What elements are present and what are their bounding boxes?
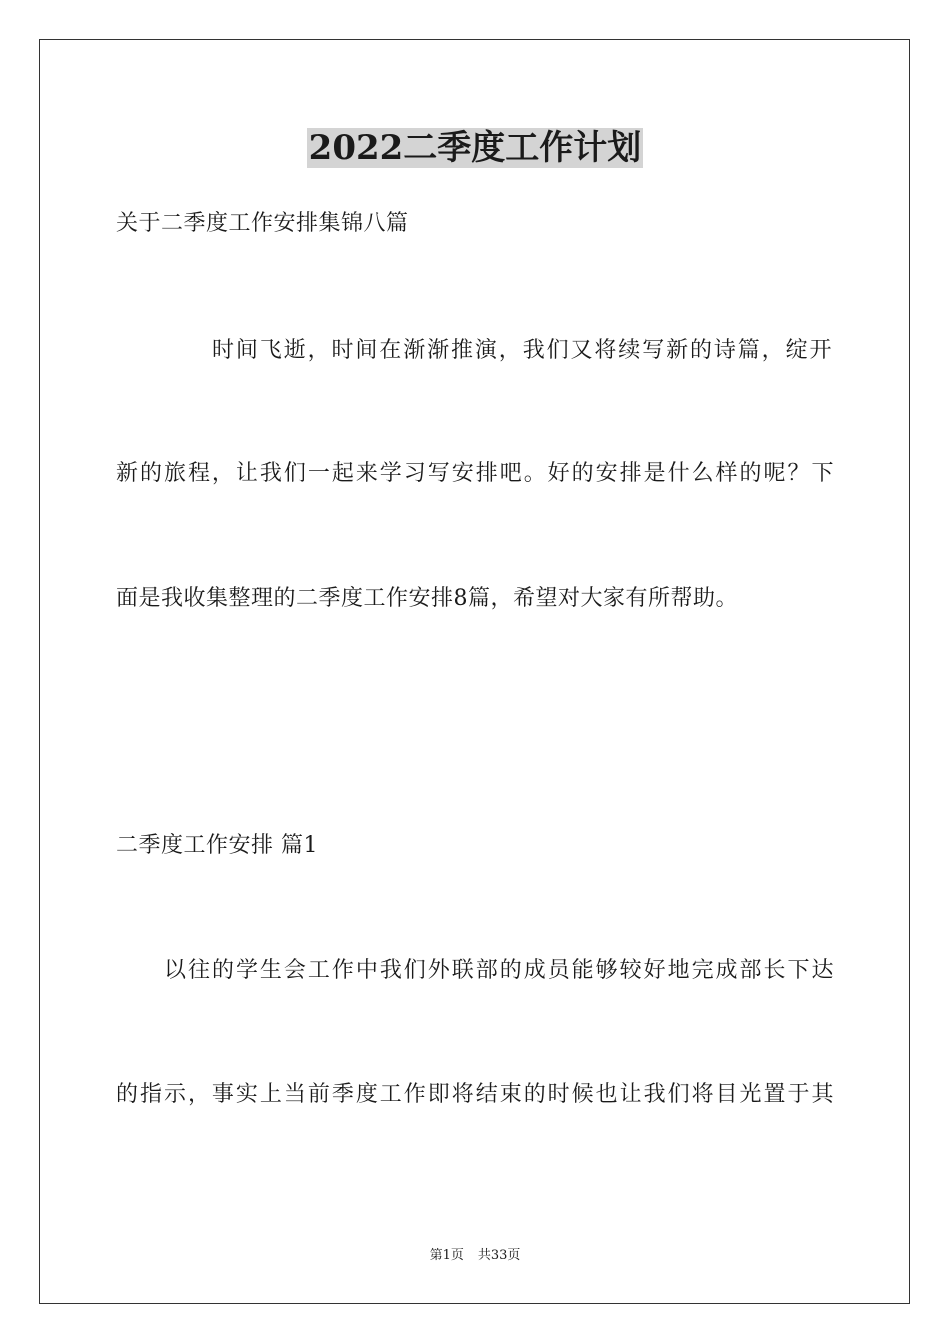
intro-line-3: 面是我收集整理的二季度工作安排8篇，希望对大家有所帮助。 [116, 586, 738, 611]
document-title [0, 126, 950, 170]
section-heading: 二季度工作安排 篇1 [116, 833, 318, 858]
page-footer [0, 1247, 950, 1265]
page-number: 第1页 [429, 1248, 464, 1263]
page-total: 共33页 [477, 1248, 521, 1263]
intro-line-2: 新的旅程，让我们一起来学习写安排吧。好的安排是什么样的呢？下 [116, 461, 834, 486]
body-line-2: 的指示，事实上当前季度工作即将结束的时候也让我们将目光置于其 [116, 1082, 834, 1107]
document-subtitle: 关于二季度工作安排集锦八篇 [116, 211, 409, 236]
body-line-1: 以往的学生会工作中我们外联部的成员能够较好地完成部长下达 [164, 958, 834, 983]
document-title-text: 2022二季度工作计划 [308, 128, 642, 168]
intro-line-1: 时间飞逝，时间在渐渐推演，我们又将续写新的诗篇，绽开 [212, 338, 832, 363]
